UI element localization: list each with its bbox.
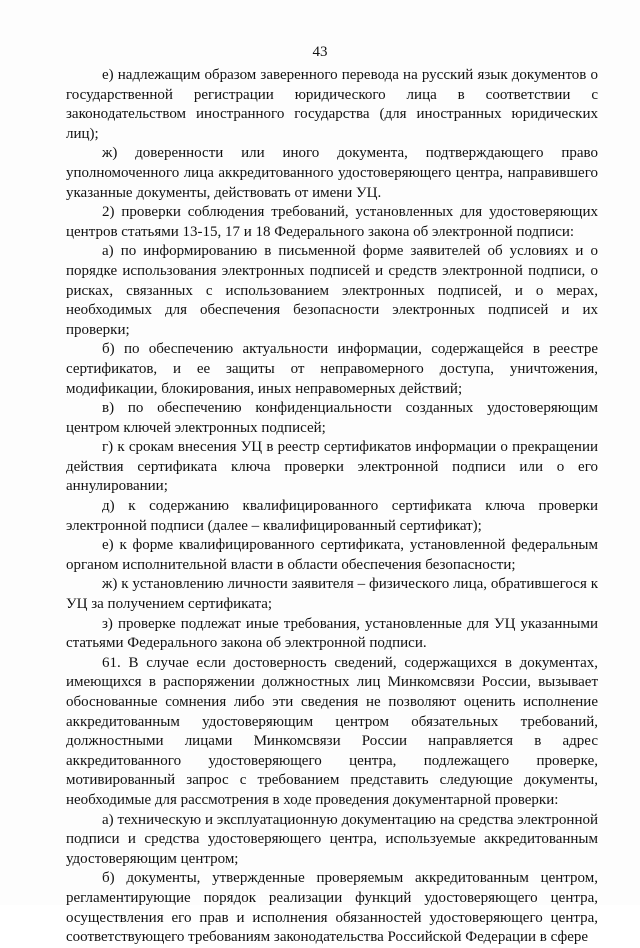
paragraph-item-e-certificate-form: е) к форме квалифицированного сертификата, установленной федеральным органом исполнительной власти в области обеспечения безопасности; <box>66 537 598 573</box>
page-number: 43 <box>312 44 328 60</box>
document-body <box>66 66 598 948</box>
paragraph-item-z-other: з) проверке подлежат иные требования, установленные для УЦ указанными статьями Федерального закона об электронной подписи. <box>66 615 598 652</box>
paragraph-check-requirements: 2) проверки соблюдения требований, установленных для удостоверяющих центров статьями 13-15, 17 и 18 Федерального закона об электронной подписи: <box>66 204 598 240</box>
paragraph-61: 61. В случае если достоверность сведений, содержащихся в документах, имеющихся в распоряжении должностных лиц Минкомсвязи России, вызывает обоснованные сомнения либо эти сведения не позволяют оценить исполнение аккредитованным удостоверяющим центром обязательных требований, должностными лицами Минкомсвязи России направляется в адрес аккредитованного удостоверяющего центра, подлежащего проверке, мотивированный запрос с требованием представить следующие документы, необходимые для рассмотрения в ходе проведения документарной проверки: <box>66 654 598 808</box>
paragraph-61-item-b: б) документы, утвержденные проверяемым аккредитованным центром, регламентирующие порядок реализации функций удостоверяющего центра, осуществления его прав и исполнения обязанностей удостоверяющего центра, соответствующего требованиям законодательства Российской Федерации в сфере <box>66 870 598 946</box>
paragraph-item-zh-power-of-attorney: ж) доверенности или иного документа, подтверждающего право уполномоченного лица аккредитованного удостоверяющего центра, направившего указанные документы, действовать от имени УЦ. <box>66 145 598 201</box>
paragraph-item-a-informing: а) по информированию в письменной форме заявителей об условиях и о порядке использования электронных подписей и средств электронной подписи, о рисках, связанных с использованием электронных подписей, и о мерах, необходимых для обеспечения безопасности электронных подписей и их проверки; <box>66 243 598 338</box>
paragraph-item-zh-identity: ж) к установлению личности заявителя – физического лица, обратившегося к УЦ за получением сертификата; <box>66 576 598 613</box>
paragraph-item-v-confidentiality: в) по обеспечению конфиденциальности созданных удостоверяющим центром ключей электронных подписей; <box>66 400 598 436</box>
paragraph-61-item-a: а) техническую и эксплуатационную документацию на средства электронной подписи и средства удостоверяющего центра, используемые аккредитованным удостоверяющим центром; <box>66 811 598 867</box>
paragraph-item-d-certificate-content: д) к содержанию квалифицированного сертификата ключа проверки электронной подписи (далее – квалифицированный сертификат); <box>66 498 598 534</box>
paragraph-item-b-registry: б) по обеспечению актуальности информации, содержащейся в реестре сертификатов, и ее защиты от неправомерного доступа, уничтожения, модификации, блокирования, иных неправомерных действий; <box>66 341 598 397</box>
paragraph-item-g-deadlines: г) к срокам внесения УЦ в реестр сертификатов информации о прекращении действия сертификата ключа проверки электронной подписи или о его аннулировании; <box>66 439 598 495</box>
paragraph-item-e-translation: е) надлежащим образом заверенного перевода на русский язык документов о государственной регистрации юридического лица в соответствии с законодательством иностранного государства (для иностранных юридических лиц); <box>66 67 598 142</box>
